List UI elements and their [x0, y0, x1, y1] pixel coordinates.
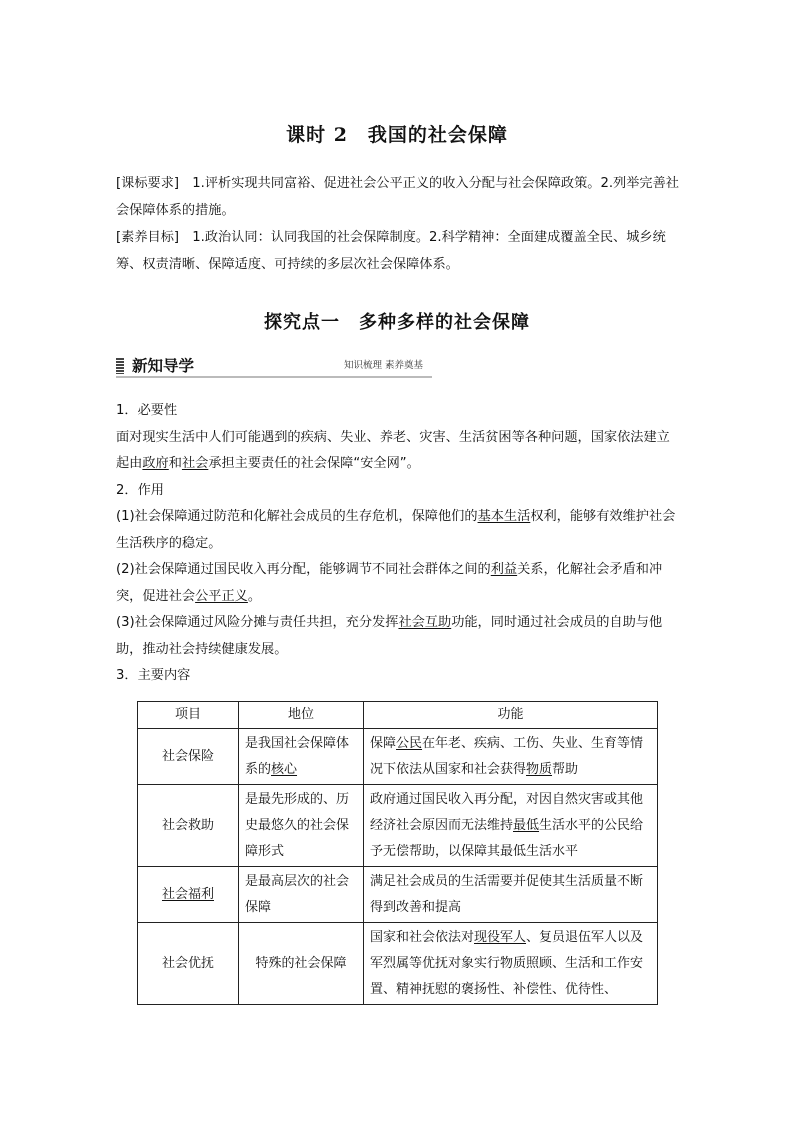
table-row: [138, 785, 658, 867]
status-cell: 是最先形成的、历史最悠久的社会保障形式: [239, 785, 364, 867]
underlined-term: 核心: [271, 761, 298, 777]
literacy-text: 1.政治认同：认同我国的社会保障制度。2.科学精神：全面建成覆盖全民、城乡统筹、权责清晰、保障适度、可持续的多层次社会保障体系。: [116, 230, 666, 272]
underlined-term: 现役军人: [474, 929, 527, 945]
bar-underline: [116, 376, 432, 378]
item3-heading: 3．主要内容: [116, 668, 191, 683]
item2-heading: 2．作用: [116, 482, 164, 498]
social-security-table: [137, 701, 658, 1005]
section-bar: [116, 355, 432, 377]
item2-point3: (3)社会保障通过风险分摊与责任共担，充分发挥社会互助功能，同时通过社会成员的自助与他助，推动社会持续健康发展。: [116, 615, 663, 657]
column-header: 项目: [138, 702, 239, 729]
underlined-term: 社会: [181, 456, 209, 471]
lesson-title: 课时 2 我国的社会保障: [286, 124, 508, 146]
status-cell: 是我国社会保障体系的核心: [239, 729, 364, 785]
item1-heading: 1．必要性: [116, 403, 178, 418]
table-row: [138, 729, 658, 785]
underlined-term: 物质: [526, 761, 553, 777]
literacy-label: [素养目标]: [116, 230, 180, 245]
bar-title: 新知导学: [132, 357, 195, 375]
status-cell: 特殊的社会保障: [239, 923, 364, 1005]
table-row: [138, 867, 658, 923]
table-row: [138, 923, 658, 1005]
item2-point2: (2)社会保障通过国民收入再分配，能够调节不同社会群体之间的利益关系，化解社会矛盾和冲突，促进社会公平正义。: [116, 562, 663, 604]
function-cell: 国家和社会依法对现役军人、复员退伍军人以及军烈属等优抚对象实行物质照顾、生活和工作安置、精神抚慰的褒扬性、补偿性、优待性、: [364, 923, 658, 1005]
standards-text: 1.评析实现共同富裕、促进社会公平正义的收入分配与社会保障政策。2.列举完善社会保障体系的措施。: [116, 176, 679, 218]
bar-subtitle: 知识梳理 素养奠基: [344, 360, 424, 371]
underlined-term: 公平正义: [195, 588, 248, 604]
item-cell: 社会优抚: [138, 923, 239, 1005]
item-cell: 社会保险: [138, 729, 239, 785]
item1-text: 面对现实生活中人们可能遇到的疾病、失业、养老、灾害、生活贫困等各种问题，国家依法建立起由政府和社会承担主要责任的社会保障“安全网”。: [116, 429, 670, 471]
status-cell: 是最高层次的社会保障: [239, 867, 364, 923]
standards-label: [课标要求]: [116, 176, 180, 191]
function-cell: 保障公民在年老、疾病、工伤、失业、生育等情况下依法从国家和社会获得物质帮助: [364, 729, 658, 785]
underlined-term: 政府: [142, 456, 169, 471]
underlined-term: 利益: [490, 562, 518, 577]
function-cell: 政府通过国民收入再分配，对因自然灾害或其他经济社会原因而无法维持最低生活水平的公民给予无偿帮助，以保障其最低生活水平: [364, 785, 658, 867]
item-cell: 社会福利: [138, 867, 239, 923]
bar-marker-icon: [116, 358, 124, 374]
column-header: 地位: [239, 702, 364, 729]
section-title: 探究点一 多种多样的社会保障: [264, 312, 530, 333]
standards-paragraph: [116, 171, 682, 224]
table-header-row: [138, 702, 658, 729]
column-header: 功能: [364, 702, 658, 729]
content-body: [116, 398, 682, 690]
underlined-term: 公民: [396, 735, 423, 751]
underlined-term: 基本生活: [477, 509, 531, 524]
literacy-paragraph: [116, 225, 682, 278]
underlined-term: 最低: [513, 817, 540, 833]
function-cell: 满足社会成员的生活需要并促使其生活质量不断得到改善和提高: [364, 867, 658, 923]
item-cell: 社会救助: [138, 785, 239, 867]
item2-point1: (1)社会保障通过防范和化解社会成员的生存危机，保障他们的基本生活权利，能够有效维护社会生活秩序的稳定。: [116, 509, 676, 551]
underlined-term: 社会互助: [398, 615, 452, 630]
